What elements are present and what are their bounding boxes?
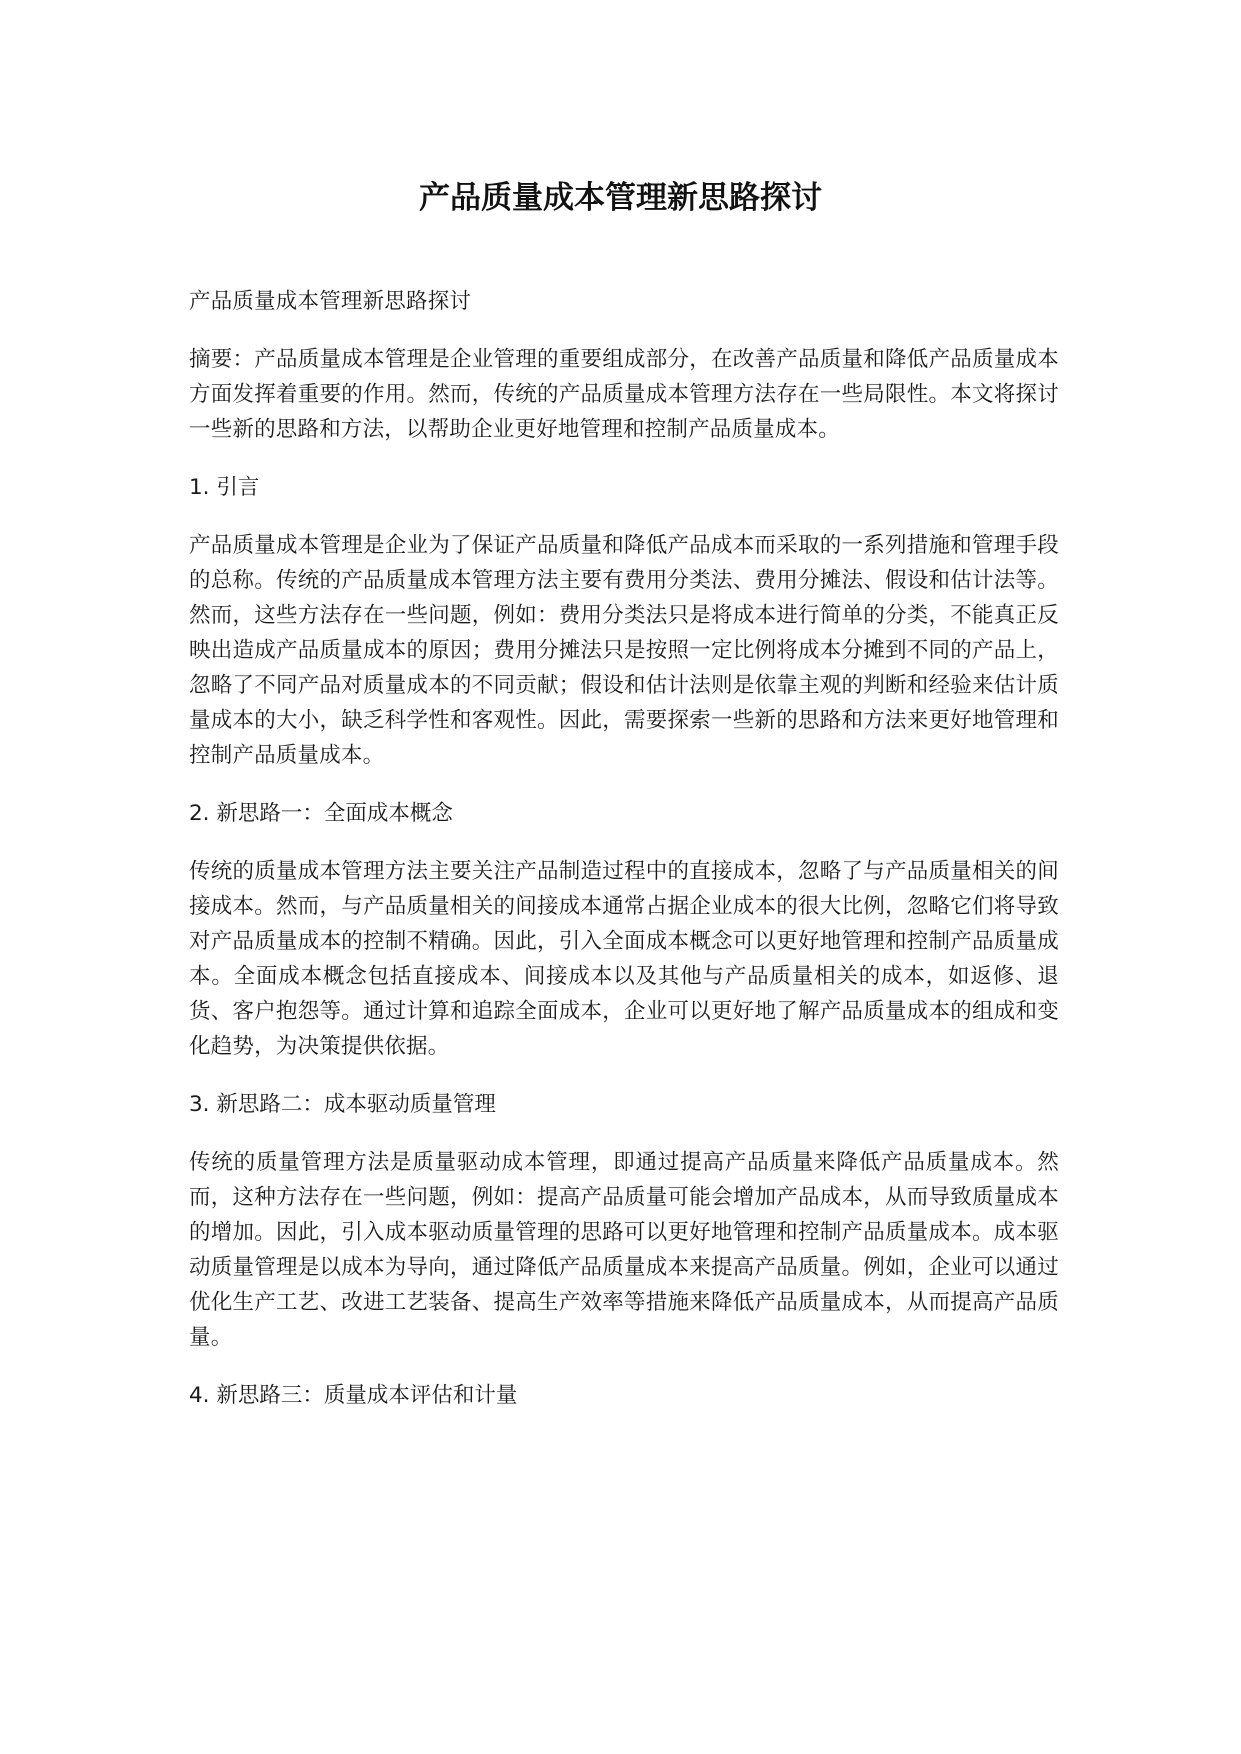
section-heading-idea-two: 3. 新思路二：成本驱动质量管理 [189, 1092, 496, 1117]
section-heading-idea-three: 4. 新思路三：质量成本评估和计量 [189, 1383, 518, 1408]
abstract-paragraph: 摘要：产品质量成本管理是企业管理的重要组成部分，在改善产品质量和降低产品质量成本方面发挥着重要的作用。然而，传统的产品质量成本管理方法存在一些局限性。本文将探讨一些新的思路和方法，以帮助企业更好地管理和控制产品质量成本。 [189, 347, 1059, 442]
section-body-introduction: 产品质量成本管理是企业为了保证产品质量和降低产品成本而采取的一系列措施和管理手段的总称。传统的产品质量成本管理方法主要有费用分类法、费用分摊法、假设和估计法等。然而，这些方法存在一些问题，例如：费用分类法只是将成本进行简单的分类，不能真正反映出造成产品质量成本的原因；费用分摊法只是按照一定比例将成本分摊到不同的产品上，忽略了不同产品对质量成本的不同贡献；假设和估计法则是依靠主观的判断和经验来估计质量成本的大小，缺乏科学性和客观性。因此，需要探索一些新的思路和方法来更好地管理和控制产品质量成本。 [189, 533, 1059, 768]
section-heading-introduction: 1. 引言 [189, 475, 260, 500]
section-body-idea-one: 传统的质量成本管理方法主要关注产品制造过程中的直接成本，忽略了与产品质量相关的间接成本。然而，与产品质量相关的间接成本通常占据企业成本的很大比例，忽略它们将导致对产品质量成本的控制不精确。因此，引入全面成本概念可以更好地管理和控制产品质量成本。全面成本概念包括直接成本、间接成本以及其他与产品质量相关的成本，如返修、退货、客户抱怨等。通过计算和追踪全面成本，企业可以更好地了解产品质量成本的组成和变化趋势，为决策提供依据。 [189, 859, 1059, 1059]
document-subtitle: 产品质量成本管理新思路探讨 [189, 289, 472, 314]
document-title: 产品质量成本管理新思路探讨 [419, 180, 822, 216]
section-heading-idea-one: 2. 新思路一：全面成本概念 [189, 801, 453, 826]
document-body [189, 284, 1059, 1436]
section-body-idea-two: 传统的质量管理方法是质量驱动成本管理，即通过提高产品质量来降低产品质量成本。然而，这种方法存在一些问题，例如：提高产品质量可能会增加产品成本，从而导致质量成本的增加。因此，引入成本驱动质量管理的思路可以更好地管理和控制产品质量成本。成本驱动质量管理是以成本为导向，通过降低产品质量成本来提高产品质量。例如，企业可以通过优化生产工艺、改进工艺装备、提高生产效率等措施来降低产品质量成本，从而提高产品质量。 [189, 1150, 1059, 1350]
